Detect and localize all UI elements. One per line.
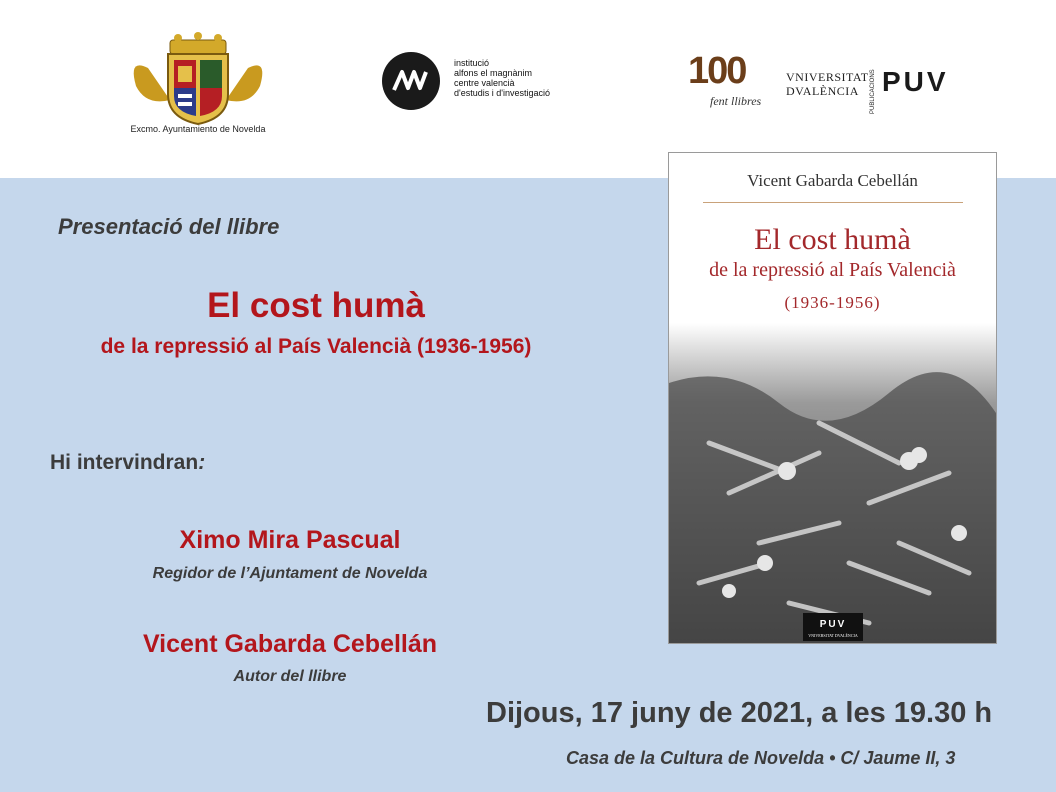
speaker-role: Regidor de l’Ajuntament de Novelda [152, 565, 428, 582]
magnanim-line-1: institució [454, 58, 490, 68]
cover-author: Vicent Gabarda Cebellán [747, 171, 918, 190]
coat-of-arms-icon [118, 28, 278, 128]
magnanim-icon [382, 52, 440, 110]
cover-years: (1936-1956) [784, 293, 881, 312]
puv-label: PUV [882, 66, 949, 97]
uv-puv-logo [786, 56, 956, 116]
ayuntamiento-label: Excmo. Ayuntamiento de Novelda [130, 124, 266, 134]
magnanim-logo [382, 52, 572, 110]
cover-title: El cost humà [754, 223, 911, 256]
magnanim-line-2: alfons el magnànim [454, 68, 533, 78]
fent-llibres-number: 100 [688, 50, 746, 92]
book-cover [668, 152, 997, 644]
magnanim-line-4: d'estudis i d'investigació [454, 88, 550, 98]
cover-excavation-photo [669, 323, 996, 643]
ayuntamiento-logo [118, 28, 278, 140]
cover-puv-sub: VNIVERSITAT DVALÈNCIA [808, 633, 858, 638]
speaker-name: Vicent Gabarda Cebellán [142, 630, 438, 658]
uv-name-line1: VNIVERSITAT [786, 70, 869, 84]
cover-subtitle: de la repressió al País Valencià [709, 259, 956, 281]
uv-name-line2: DVALÈNCIA [786, 84, 859, 98]
speaker-name: Ximo Mira Pascual [179, 526, 401, 554]
event-date-time: Dijous, 17 juny de 2021, a les 19.30 h [486, 697, 993, 729]
event-book-title: El cost humà [207, 286, 425, 325]
event-book-subtitle: de la repressió al País Valencià (1936-1956) [100, 335, 532, 358]
intro-text: Presentació del llibre [58, 214, 280, 239]
speakers-heading-text: Hi intervindran [50, 451, 199, 474]
publicacions-label: PUBLICACIONS [870, 69, 876, 114]
fent-llibres-logo [688, 50, 774, 116]
cover-puv-mark: PUV [819, 619, 847, 630]
fent-llibres-text: fent llibres [710, 94, 762, 108]
event-venue: Casa de la Cultura de Novelda • C/ Jaume II, 3 [566, 748, 956, 768]
magnanim-line-3: centre valencià [454, 78, 515, 88]
speakers-heading [50, 451, 205, 475]
speaker-role: Autor del llibre [233, 668, 347, 685]
speakers-heading-colon: : [198, 451, 206, 474]
cover-divider [703, 202, 963, 203]
